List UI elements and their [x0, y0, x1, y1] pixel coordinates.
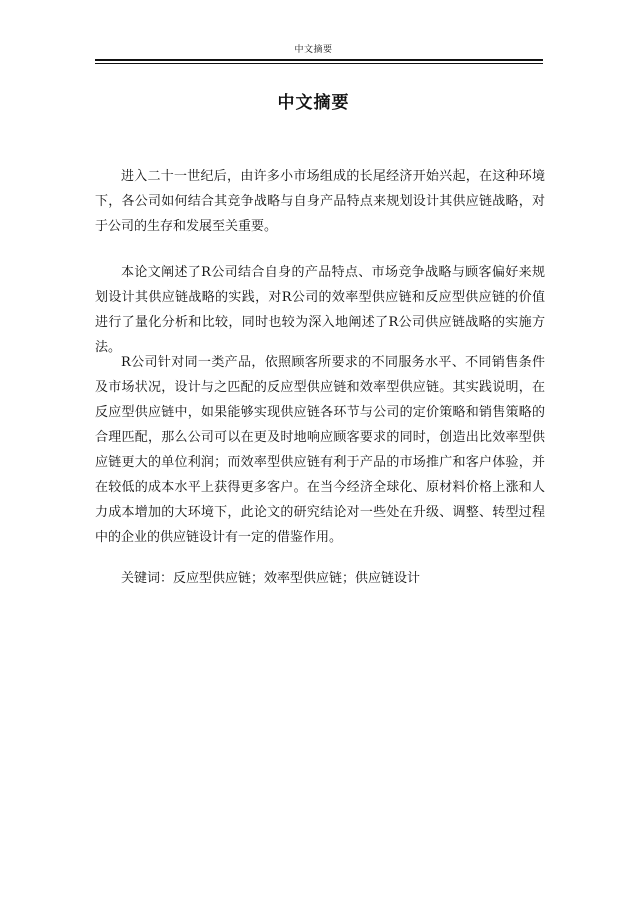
abstract-paragraph-1: 进入二十一世纪后，由许多小市场组成的长尾经济开始兴起，在这种环境下，各公司如何结合其竞争战略与自身产品特点来规划设计其供应链战略，对于公司的生存和发展至关重要。: [95, 169, 545, 234]
keywords-line: 关键词：反应型供应链；效率型供应链；供应链设计: [121, 571, 421, 586]
abstract-paragraph-2: 本论文阐述了R公司结合自身的产品特点、市场竞争战略与顾客偏好来规划设计其供应链战略的实践，对R公司的效率型供应链和反应型供应链的价值进行了量化分析和比较，同时也较为深入地阐述了R公司供应链战略的实施方法。: [95, 265, 545, 355]
running-header: 中文摘要: [294, 45, 333, 55]
header-rule: [95, 59, 543, 61]
page-title: 中文摘要: [277, 93, 350, 113]
header-rule-thin: [95, 63, 543, 64]
abstract-paragraph-3: R公司针对同一类产品，依照顾客所要求的不同服务水平、不同销售条件及市场状况，设计与之匹配的反应型供应链和效率型供应链。其实践说明，在反应型供应链中，如果能够实现供应链各环节与公司的定价策略和销售策略的合理匹配，那么公司可以在更及时地响应顾客要求的同时，创造出比效率型供应链更大的单位利润；而效率型供应链有利于产品的市场推广和客户体验，并在较低的成本水平上获得更多客户。在当今经济全球化、原材料价格上涨和人力成本增加的大环境下，此论文的研究结论对一些处在升级、调整、转型过程中的企业的供应链设计有一定的借鉴作用。: [95, 355, 545, 545]
